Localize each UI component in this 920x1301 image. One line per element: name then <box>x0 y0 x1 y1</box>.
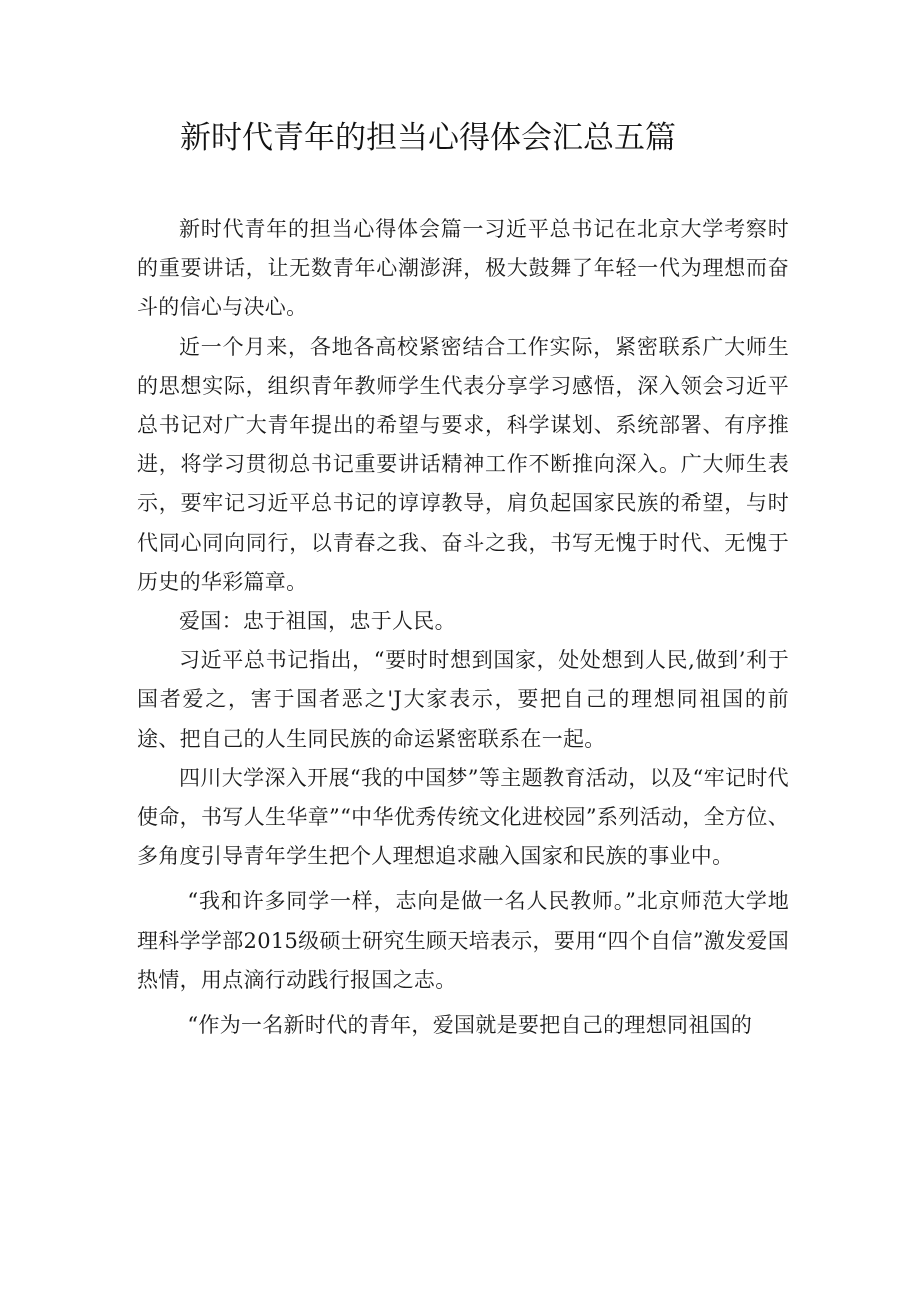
document-body <box>137 210 789 1045</box>
paragraph-7: “作为一名新时代的青年，爱国就是要把自己的理想同祖国的 <box>187 1013 753 1038</box>
paragraph-3: 爱国：忠于祖国，忠于人民。 <box>179 609 456 634</box>
paragraph-6: “我和许多同学一样，志向是做一名人民教师。”北京师范大学地理科学学部2015级硕士研究生顾天培表示，要用“四个自信”激发爱国热情，用点滴行动践行报国之志。 <box>137 889 789 992</box>
paragraph-1: 新时代青年的担当心得体会篇一习近平总书记在北京大学考察时的重要讲话，让无数青年心潮澎湃，极大鼓舞了年轻一代为理想而奋斗的信心与决心。 <box>137 217 789 320</box>
paragraph-5: 四川大学深入开展“我的中国梦”等主题教育活动，以及“牢记时代使命，书写人生华章”“中华优秀传统文化进校园”系列活动，全方位、多角度引导青年学生把个人理想追求融入国家和民族的事业中。 <box>137 765 789 869</box>
paragraph-2: 近一个月来，各地各高校紧密结合工作实际，紧密联系广大师生的思想实际，组织青年教师学生代表分享学习感悟，深入领会习近平总书记对广大青年提出的希望与要求，科学谋划、系统部署、有序推进，将学习贯彻总书记重要讲话精神工作不断推向深入。广大师生表示，要牢记习近平总书记的谆谆教导，肩负起国家民族的希望，与时代同心同向同行，以青春之我、奋斗之我，书写无愧于时代、无愧于历史的华彩篇章。 <box>137 334 789 594</box>
document-title: 新时代青年的担当心得体会汇总五篇 <box>180 120 676 156</box>
paragraph-4: 习近平总书记指出，“要时时想到国家，处处想到人民,做到’利于国者爱之，害于国者恶之'J大家表示，要把自己的理想同祖国的前途、把自己的人生同民族的命运紧密联系在一起。 <box>137 648 789 751</box>
